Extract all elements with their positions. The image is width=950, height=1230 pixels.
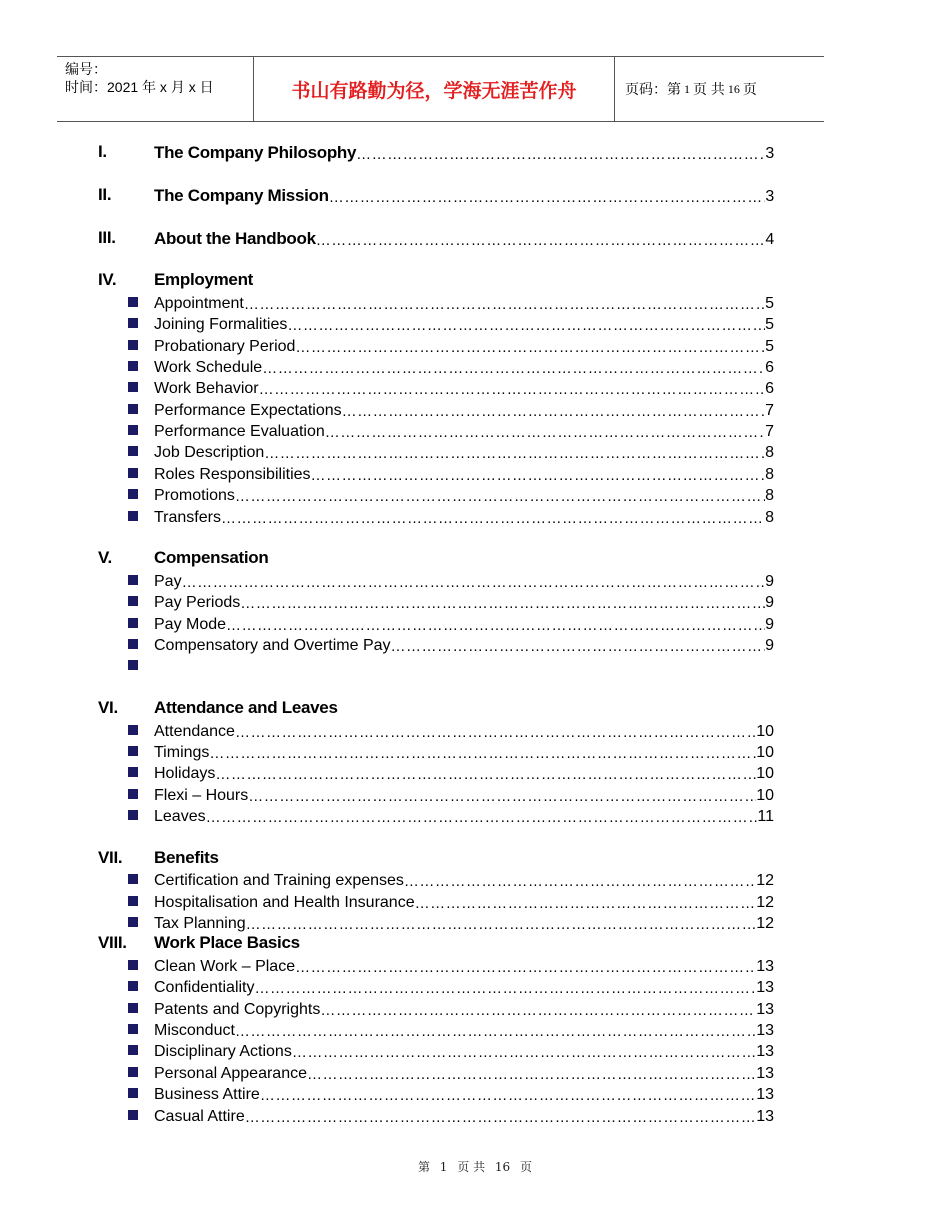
- header-page-number: 1: [684, 81, 690, 96]
- dot-leader: [356, 146, 765, 163]
- dot-leader: [342, 403, 765, 420]
- dot-leader: [235, 1023, 756, 1040]
- toc-item[interactable]: [0, 463, 950, 484]
- toc-page-number: 13: [756, 979, 774, 997]
- toc-item[interactable]: [0, 784, 950, 805]
- toc-page-number: 9: [765, 636, 774, 654]
- toc-entry: [154, 613, 774, 634]
- toc-section-number: VIII.: [98, 933, 127, 953]
- toc-section-title: Employment: [154, 270, 254, 290]
- toc-section-number: I.: [98, 142, 107, 161]
- toc-item[interactable]: [0, 591, 950, 612]
- square-bullet-icon: [128, 446, 138, 456]
- toc-entry: [154, 463, 774, 484]
- toc-item-label: Tax Planning: [154, 915, 246, 933]
- dot-leader: [235, 488, 765, 505]
- dot-leader: [260, 1087, 756, 1104]
- header-page-suffix: 页: [742, 81, 757, 97]
- square-bullet-icon: [128, 1003, 138, 1013]
- footer-prefix: 第: [417, 1160, 430, 1174]
- dot-leader: [221, 510, 765, 527]
- toc-item[interactable]: [0, 613, 950, 634]
- toc-entry: [154, 1019, 774, 1040]
- dot-leader: [404, 873, 756, 890]
- square-bullet-icon: [128, 596, 138, 606]
- toc-page-number: 4: [765, 230, 774, 248]
- toc-item[interactable]: [0, 976, 950, 997]
- page-footer: [0, 1158, 950, 1175]
- toc-item-label: Attendance: [154, 722, 235, 740]
- toc-entry: [154, 399, 774, 420]
- square-bullet-icon: [128, 660, 138, 670]
- toc-section: [0, 270, 950, 291]
- toc-section-number: III.: [98, 227, 116, 247]
- toc-section: [0, 548, 950, 569]
- toc-item-label: Holidays: [154, 765, 216, 783]
- toc-item-label: Pay Periods: [154, 594, 241, 612]
- toc-page-number: 9: [765, 594, 774, 612]
- toc-item-label: Certification and Training expenses: [154, 872, 404, 890]
- toc-item[interactable]: [0, 891, 950, 912]
- toc-item-label: Disciplinary Actions: [154, 1043, 292, 1061]
- header-page-info: [615, 57, 824, 121]
- toc-entry: [154, 1062, 774, 1083]
- toc-entry: [154, 484, 774, 505]
- toc-entry: [154, 1083, 774, 1104]
- dot-leader: [182, 574, 766, 591]
- dot-leader: [311, 467, 766, 484]
- toc-item[interactable]: [0, 313, 950, 334]
- toc-item[interactable]: [0, 762, 950, 783]
- dot-leader: [246, 916, 757, 933]
- toc-entry: [154, 912, 774, 933]
- toc-item-label: Roles Responsibilities: [154, 465, 311, 483]
- dot-leader: [226, 617, 765, 634]
- toc-page-number: 8: [765, 487, 774, 505]
- dot-leader: [215, 766, 756, 783]
- toc-entry: [154, 741, 774, 762]
- square-bullet-icon: [128, 746, 138, 756]
- toc-item-label: Transfers: [154, 508, 221, 526]
- toc-item-label: Timings: [154, 743, 210, 761]
- toc-entry: [154, 292, 774, 313]
- dot-leader: [244, 296, 765, 313]
- toc-item-label: Pay Mode: [154, 615, 227, 633]
- toc-page-number: 13: [756, 1000, 774, 1018]
- toc-item-label: Personal Appearance: [154, 1064, 307, 1082]
- square-bullet-icon: [128, 425, 138, 435]
- toc-item[interactable]: [0, 955, 950, 976]
- toc-entry: [154, 570, 774, 591]
- table-of-contents: [0, 142, 950, 1126]
- toc-page-number: 3: [765, 187, 774, 205]
- dot-leader: [329, 189, 766, 206]
- toc-item[interactable]: [0, 869, 950, 890]
- toc-entry: [154, 998, 774, 1019]
- toc-entry: [154, 420, 774, 441]
- toc-item[interactable]: [0, 441, 950, 462]
- dot-leader: [287, 317, 765, 334]
- footer-mid: 页 共: [457, 1160, 486, 1174]
- dot-leader: [295, 959, 756, 976]
- toc-item[interactable]: [0, 420, 950, 441]
- dot-leader: [209, 745, 756, 762]
- square-bullet-icon: [128, 639, 138, 649]
- toc-item-label: Hospitalisation and Health Insurance: [154, 893, 415, 911]
- toc-page-number: 7: [765, 401, 774, 419]
- toc-item-label: Performance Evaluation: [154, 423, 325, 441]
- toc-page-number: 12: [756, 872, 774, 890]
- square-bullet-icon: [128, 917, 138, 927]
- toc-section-number: IV.: [98, 270, 117, 290]
- toc-page-number: 5: [765, 294, 774, 312]
- toc-item[interactable]: [0, 912, 950, 933]
- dot-leader: [292, 1044, 756, 1061]
- toc-section-title: Work Place Basics: [154, 933, 300, 953]
- toc-page-number: 13: [756, 1022, 774, 1040]
- dot-leader: [295, 339, 765, 356]
- footer-page-total: 16: [494, 1160, 511, 1174]
- toc-entry: [154, 805, 774, 826]
- toc-item-label: Compensatory and Overtime Pay: [154, 636, 391, 654]
- toc-page-number: 6: [765, 380, 774, 398]
- toc-page-number: 5: [765, 316, 774, 334]
- header-motto-text: 书山有路勤为径，学海无涯苦作舟: [291, 79, 577, 102]
- toc-item-label: Work Schedule: [154, 358, 263, 376]
- square-bullet-icon: [128, 789, 138, 799]
- square-bullet-icon: [128, 361, 138, 371]
- toc-item[interactable]: [0, 399, 950, 420]
- dot-leader: [245, 1109, 756, 1126]
- toc-item[interactable]: [0, 356, 950, 377]
- toc-section-title: The Company Philosophy: [154, 143, 357, 162]
- toc-item[interactable]: [0, 805, 950, 826]
- square-bullet-icon: [128, 767, 138, 777]
- toc-section-title: Benefits: [154, 847, 219, 867]
- dot-leader: [248, 788, 756, 805]
- toc-page-number: 12: [756, 893, 774, 911]
- square-bullet-icon: [128, 489, 138, 499]
- toc-page-number: 13: [756, 957, 774, 975]
- toc-entry[interactable]: [154, 228, 774, 249]
- dot-leader: [325, 424, 765, 441]
- footer-page-number: 1: [439, 1160, 448, 1174]
- dot-leader: [262, 360, 765, 377]
- square-bullet-icon: [128, 1088, 138, 1098]
- toc-entry: [154, 955, 774, 976]
- square-bullet-icon: [128, 1067, 138, 1077]
- header-page-mid: 页 共: [693, 81, 725, 97]
- toc-item[interactable]: [0, 634, 950, 655]
- dot-leader: [240, 595, 765, 612]
- dot-leader: [255, 980, 757, 997]
- square-bullet-icon: [128, 725, 138, 735]
- toc-item-label: Job Description: [154, 444, 265, 462]
- toc-page-number: 13: [756, 1086, 774, 1104]
- toc-entry: [154, 441, 774, 462]
- dot-leader: [391, 638, 766, 655]
- toc-item-label: Leaves: [154, 808, 206, 826]
- toc-entry[interactable]: [154, 142, 774, 163]
- toc-item-label: Joining Formalities: [154, 316, 288, 334]
- toc-item[interactable]: [0, 377, 950, 398]
- toc-page-number: 8: [765, 508, 774, 526]
- dot-leader: [316, 232, 766, 249]
- toc-item[interactable]: [0, 720, 950, 741]
- toc-section: [0, 698, 950, 719]
- toc-section-number: VI.: [98, 698, 118, 718]
- toc-page-number: 11: [757, 808, 774, 826]
- toc-item-label: Performance Expectations: [154, 401, 342, 419]
- toc-item[interactable]: [0, 1019, 950, 1040]
- toc-entry: [154, 1105, 774, 1126]
- toc-section: [0, 185, 950, 206]
- toc-section-title: Compensation: [154, 548, 269, 568]
- toc-entry: [154, 1040, 774, 1061]
- toc-page-number: 13: [756, 1107, 774, 1125]
- square-bullet-icon: [128, 896, 138, 906]
- square-bullet-icon: [128, 618, 138, 628]
- toc-section-title: About the Handbook: [154, 228, 316, 248]
- toc-section: [0, 228, 950, 249]
- toc-entry: [154, 784, 774, 805]
- toc-section: [0, 933, 950, 954]
- toc-section-number: II.: [98, 184, 112, 204]
- document-header: [57, 56, 824, 122]
- toc-item[interactable]: [0, 1062, 950, 1083]
- header-motto: [253, 57, 615, 121]
- toc-entry: [154, 891, 774, 912]
- toc-item[interactable]: [0, 1105, 950, 1126]
- toc-entry[interactable]: [154, 185, 774, 206]
- toc-item-label: Business Attire: [154, 1086, 260, 1104]
- toc-entry: [154, 762, 774, 783]
- toc-item-label: Promotions: [154, 487, 235, 505]
- toc-section-title: Attendance and Leaves: [154, 698, 338, 718]
- toc-item-label: Clean Work – Place: [154, 957, 296, 975]
- header-meta: [57, 57, 253, 121]
- dot-leader: [307, 1066, 756, 1083]
- toc-item-label: Work Behavior: [154, 380, 259, 398]
- toc-item-label: Appointment: [154, 294, 244, 312]
- toc-entry: [154, 335, 774, 356]
- toc-item[interactable]: [0, 506, 950, 527]
- square-bullet-icon: [128, 404, 138, 414]
- toc-page-number: 5: [765, 337, 774, 355]
- toc-item[interactable]: [0, 741, 950, 762]
- toc-entry: [154, 591, 774, 612]
- toc-entry: [154, 869, 774, 890]
- header-page-total: 16: [727, 81, 740, 96]
- toc-section-title: The Company Mission: [154, 185, 329, 205]
- toc-item-label: Patents and Copyrights: [154, 1000, 321, 1018]
- toc-page-number: 6: [765, 358, 774, 376]
- toc-page-number: 10: [756, 786, 774, 804]
- dot-leader: [206, 809, 758, 826]
- toc-section: [0, 848, 950, 869]
- toc-page-number: 13: [756, 1064, 774, 1082]
- toc-item-label: Pay: [154, 572, 182, 590]
- toc-item[interactable]: [0, 335, 950, 356]
- toc-page-number: 8: [765, 444, 774, 462]
- toc-page-number: 12: [756, 915, 774, 933]
- toc-item[interactable]: [0, 1083, 950, 1104]
- square-bullet-icon: [128, 340, 138, 350]
- dot-leader: [264, 445, 765, 462]
- toc-entry: [154, 313, 774, 334]
- header-time-label: 时间：2021 年 x 月 x 日: [65, 79, 214, 95]
- square-bullet-icon: [128, 1110, 138, 1120]
- toc-page-number: 10: [756, 722, 774, 740]
- toc-item-label: Confidentiality: [154, 979, 255, 997]
- toc-page-number: 8: [765, 465, 774, 483]
- toc-entry: [154, 356, 774, 377]
- toc-entry: [154, 506, 774, 527]
- dot-leader: [259, 381, 765, 398]
- square-bullet-icon: [128, 297, 138, 307]
- header-number-label: 编号：: [65, 61, 107, 77]
- square-bullet-icon: [128, 810, 138, 820]
- toc-item[interactable]: [0, 998, 950, 1019]
- toc-item-label: Casual Attire: [154, 1107, 245, 1125]
- toc-item-label: Flexi – Hours: [154, 786, 249, 804]
- square-bullet-icon: [128, 981, 138, 991]
- square-bullet-icon: [128, 575, 138, 585]
- footer-suffix: 页: [520, 1160, 533, 1174]
- toc-entry: [154, 377, 774, 398]
- toc-page-number: 9: [765, 572, 774, 590]
- square-bullet-icon: [128, 874, 138, 884]
- square-bullet-icon: [128, 382, 138, 392]
- dot-leader: [320, 1002, 756, 1019]
- square-bullet-icon: [128, 468, 138, 478]
- header-page-prefix: 页码：第: [625, 81, 681, 97]
- toc-item[interactable]: [0, 1040, 950, 1061]
- toc-entry: [154, 976, 774, 997]
- toc-page-number: 13: [756, 1043, 774, 1061]
- toc-page-number: 3: [765, 145, 774, 162]
- toc-item[interactable]: [0, 292, 950, 313]
- toc-item-label: Misconduct: [154, 1022, 235, 1040]
- square-bullet-icon: [128, 960, 138, 970]
- square-bullet-icon: [128, 1045, 138, 1055]
- toc-page-number: 10: [756, 765, 774, 783]
- square-bullet-icon: [128, 1024, 138, 1034]
- toc-item: [0, 655, 950, 676]
- toc-item[interactable]: [0, 484, 950, 505]
- toc-entry: [154, 720, 774, 741]
- toc-entry: [154, 634, 774, 655]
- toc-section-number: V.: [98, 548, 112, 568]
- toc-page-number: 9: [765, 615, 774, 633]
- toc-section-number: VII.: [98, 847, 123, 867]
- square-bullet-icon: [128, 511, 138, 521]
- dot-leader: [415, 895, 757, 912]
- dot-leader: [235, 724, 756, 741]
- toc-item[interactable]: [0, 570, 950, 591]
- square-bullet-icon: [128, 318, 138, 328]
- toc-page-number: 7: [765, 423, 774, 441]
- toc-page-number: 10: [756, 743, 774, 761]
- toc-item-label: Probationary Period: [154, 337, 296, 355]
- toc-section: [0, 142, 950, 163]
